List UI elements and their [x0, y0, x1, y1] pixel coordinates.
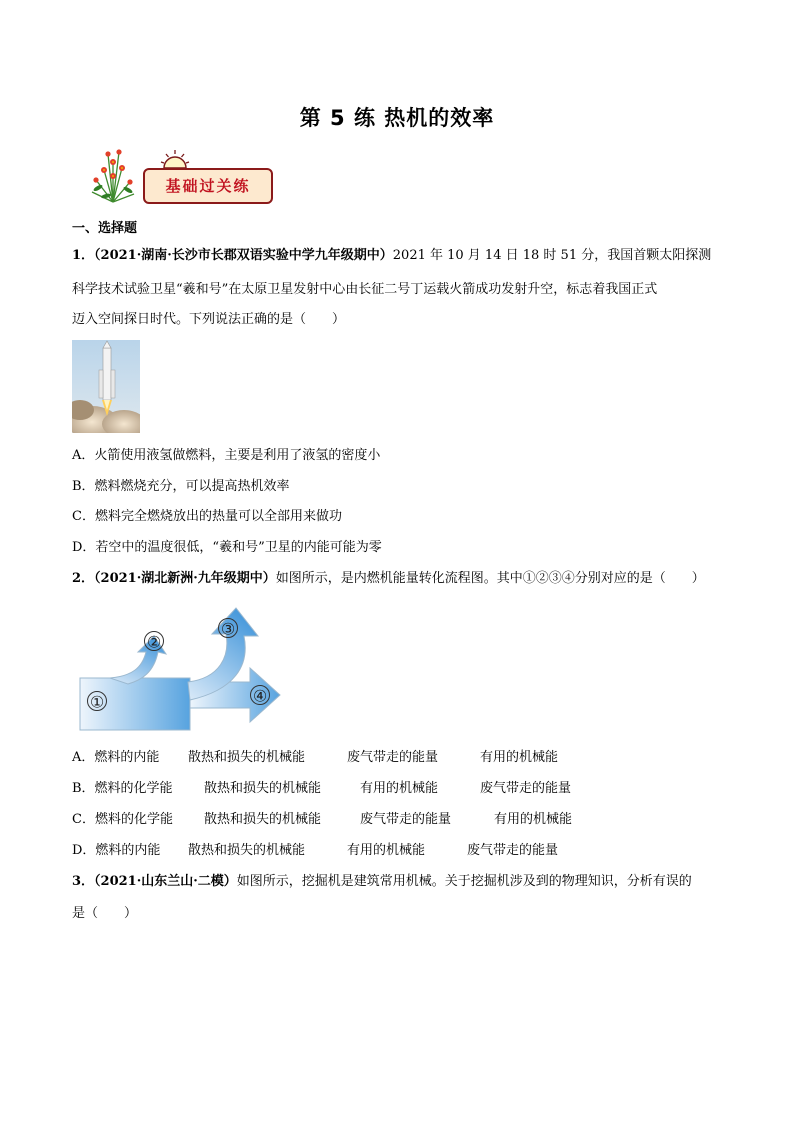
question-2-option-d[interactable]: D．燃料的内能 散热和损失的机械能 有用的机械能 废气带走的能量 — [72, 843, 559, 858]
energy-flow-diagram — [70, 600, 290, 740]
question-1-line-1 — [72, 247, 711, 265]
question-2-source: 2．（2021·湖北新洲·九年级期中） — [72, 571, 276, 586]
question-1-option-c[interactable]: C．燃料完全燃烧放出的热量可以全部用来做功 — [72, 509, 342, 524]
diagram-label-4: ④ — [252, 686, 268, 706]
question-3-text: 如图所示，挖掘机是建筑常用机械。关于挖掘机涉及到的物理知识，分析有误的 — [236, 874, 692, 889]
question-1-text: 2021 年 10 月 14 日 18 时 51 分，我国首颗太阳探测 — [392, 248, 712, 263]
section-badge — [143, 168, 273, 204]
question-2-option-b[interactable]: B．燃料的化学能 散热和损失的机械能 有用的机械能 废气带走的能量 — [72, 781, 572, 796]
page-title: 第 5 练 热机的效率 — [299, 106, 495, 130]
diagram-label-1: ① — [89, 692, 105, 712]
question-2-line-1 — [72, 570, 705, 588]
question-3-line-1 — [72, 873, 692, 891]
question-3-source: 3．（2021·山东兰山·二模） — [72, 874, 237, 889]
question-3-line-2: 是（ ） — [72, 906, 138, 921]
flower-decoration-icon — [84, 140, 142, 204]
badge-label: 基础过关练 — [165, 177, 251, 195]
rocket-launch-photo — [72, 340, 140, 433]
diagram-label-3: ③ — [220, 619, 236, 639]
question-2-text: 如图所示，是内燃机能量转化流程图。其中①②③④分别对应的是（ ） — [275, 571, 705, 586]
sun-icon — [160, 148, 190, 170]
question-1-line-2: 科学技术试验卫星“羲和号”在太原卫星发射中心由长征二号丁运载火箭成功发射升空，标志着我国正式 — [72, 282, 658, 297]
question-1-line-3: 迈入空间探日时代。下列说法正确的是（ ） — [72, 312, 346, 327]
question-2-option-c[interactable]: C．燃料的化学能 散热和损失的机械能 废气带走的能量 有用的机械能 — [72, 812, 573, 827]
question-1-source: 1．（2021·湖南·长沙市长郡双语实验中学九年级期中） — [72, 248, 393, 263]
question-1-option-b[interactable]: B．燃料燃烧充分，可以提高热机效率 — [72, 479, 290, 494]
question-2-option-a[interactable]: A．燃料的内能 散热和损失的机械能 废气带走的能量 有用的机械能 — [72, 750, 559, 765]
question-1-option-d[interactable]: D．若空中的温度很低，“羲和号”卫星的内能可能为零 — [72, 540, 382, 555]
question-1-option-a[interactable]: A．火箭使用液氢做燃料，主要是利用了液氢的密度小 — [72, 448, 381, 463]
diagram-label-2: ② — [146, 632, 162, 652]
section-heading: 一、选择题 — [72, 221, 138, 236]
